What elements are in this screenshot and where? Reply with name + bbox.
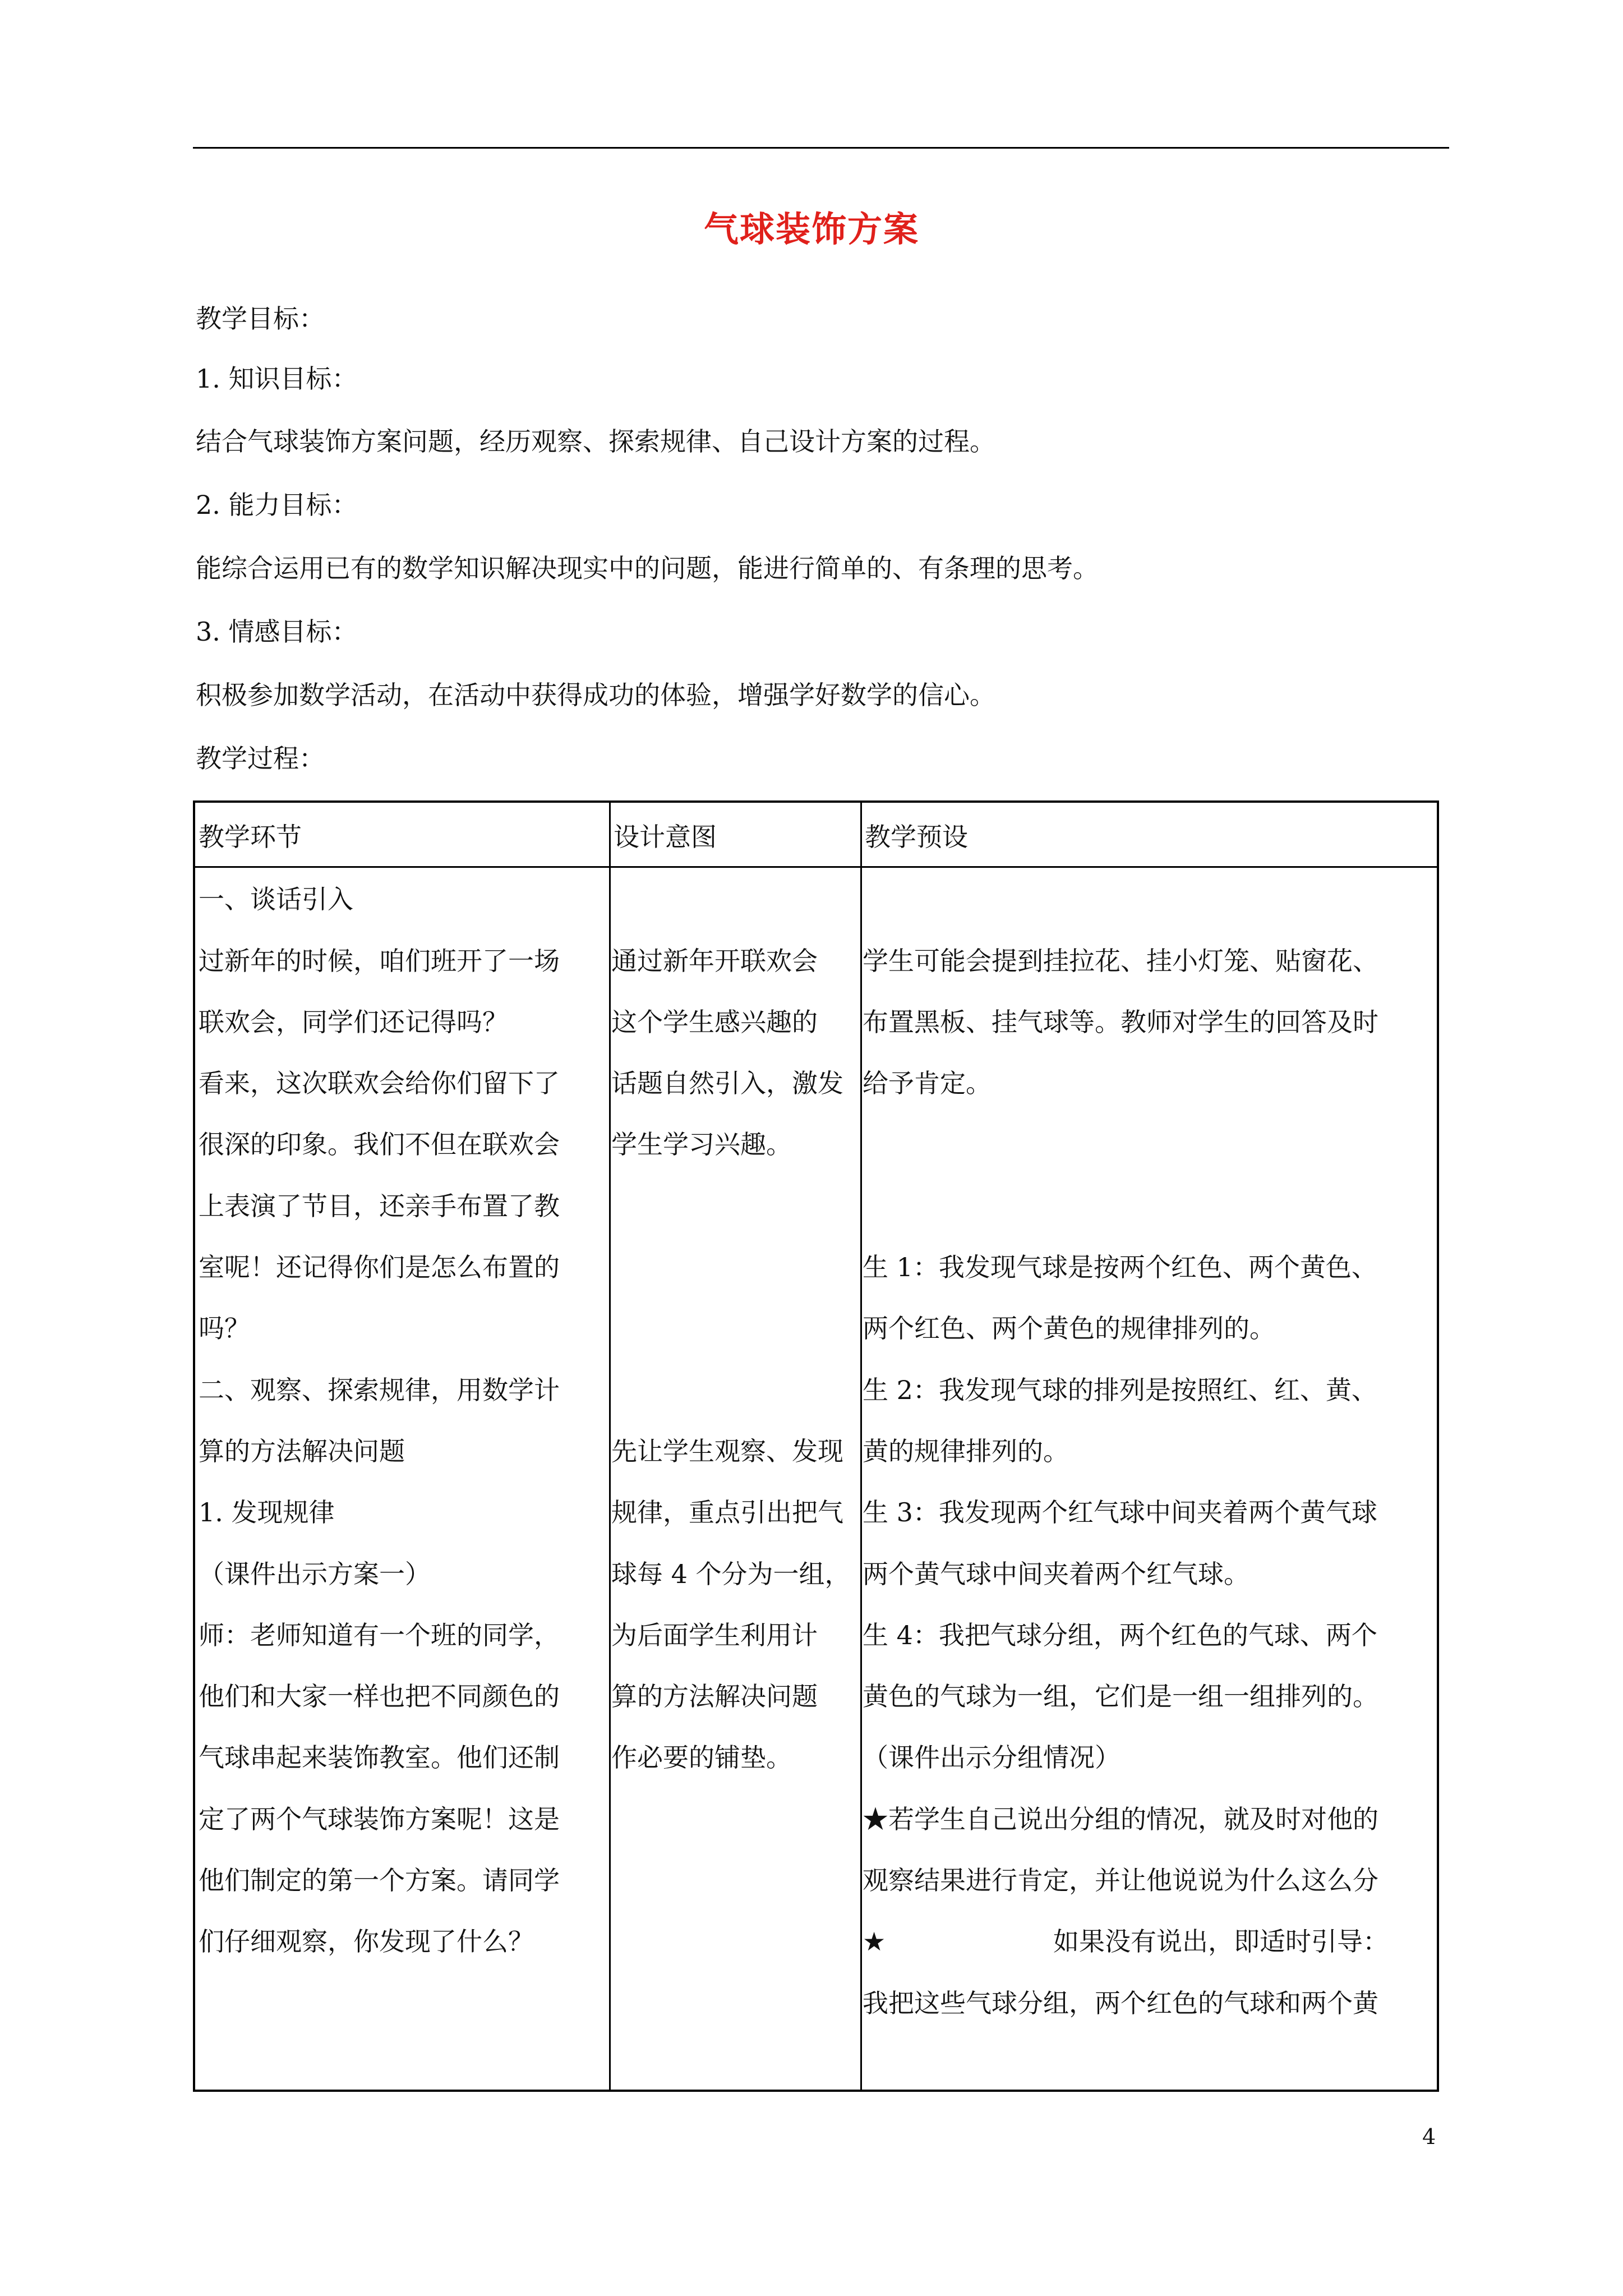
table-line: 如果没有说出，即适时引导： — [1053, 1926, 1389, 1957]
table-line: 通过新年开联欢会 — [611, 946, 818, 976]
table-line: 为后面学生利用计 — [611, 1620, 818, 1650]
table-line: 布置黑板、挂气球等。教师对学生的回答及时 — [863, 1007, 1378, 1037]
table-line: 看来，这次联欢会给你们留下了 — [199, 1068, 560, 1098]
header-rule — [193, 147, 1449, 149]
table-line: 联欢会，同学们还记得吗？ — [199, 1007, 508, 1037]
table-line: 室呢！还记得你们是怎么布置的 — [199, 1252, 560, 1282]
paragraph-emotion-text: 积极参加数学活动，在活动中获得成功的体验，增强学好数学的信心。 — [196, 680, 995, 710]
table-line: （课件出示方案一） — [199, 1559, 431, 1589]
table-line: 他们和大家一样也把不同颜色的 — [199, 1681, 560, 1711]
paragraph-teaching-goals: 教学目标： — [196, 303, 325, 334]
page-number: 4 — [1422, 2124, 1436, 2149]
table-line: 上表演了节目，还亲手布置了教 — [199, 1191, 560, 1221]
table-header-divider — [195, 866, 1437, 868]
table-line: 二、观察、探索规律，用数学计 — [199, 1375, 560, 1405]
table-col-divider-2 — [860, 803, 862, 2090]
table-header-intent: 设计意图 — [614, 822, 717, 852]
table-line: 生 1：我发现气球是按两个红色、两个黄色、 — [863, 1252, 1377, 1282]
table-line: 气球串起来装饰教室。他们还制 — [199, 1742, 560, 1773]
table-line: 观察结果进行肯定，并让他说说为什么这么分 — [863, 1865, 1378, 1895]
table-line: 两个红色、两个黄色的规律排列的。 — [863, 1313, 1275, 1343]
table-line: 球每 4 个分为一组， — [611, 1559, 851, 1589]
table-line: 吗？ — [199, 1313, 250, 1343]
table-line: 黄的规律排列的。 — [863, 1436, 1069, 1466]
table-line: 学生学习兴趣。 — [611, 1129, 792, 1159]
table-line: 生 3：我发现两个红气球中间夹着两个黄气球 — [863, 1497, 1377, 1527]
paragraph-ability-text: 能综合运用已有的数学知识解决现实中的问题，能进行简单的、有条理的思考。 — [196, 553, 1099, 583]
paragraph-teaching-process: 教学过程： — [196, 743, 325, 774]
table-line: 作必要的铺垫。 — [611, 1742, 792, 1773]
table-line: 很深的印象。我们不但在联欢会 — [199, 1129, 560, 1159]
table-header-stage: 教学环节 — [199, 822, 302, 852]
table-line: 定了两个气球装饰方案呢！这是 — [199, 1804, 560, 1834]
table-line: 学生可能会提到挂拉花、挂小灯笼、贴窗花、 — [863, 946, 1378, 976]
table-line: 一、谈话引入 — [199, 884, 353, 914]
table-line: 生 4：我把气球分组，两个红色的气球、两个 — [863, 1620, 1377, 1650]
paragraph-knowledge-goal: 1. 知识目标： — [196, 364, 358, 394]
teaching-process-table — [193, 800, 1439, 2092]
table-line: ★ — [863, 1926, 886, 1957]
page-title: 气球装饰方案 — [703, 209, 919, 250]
table-line: 话题自然引入，激发 — [611, 1068, 843, 1098]
table-line: （课件出示分组情况） — [863, 1742, 1121, 1773]
table-line: 黄色的气球为一组，它们是一组一组排列的。 — [863, 1681, 1378, 1711]
table-line: 两个黄气球中间夹着两个红气球。 — [863, 1559, 1249, 1589]
paragraph-emotion-goal: 3. 情感目标： — [196, 616, 358, 647]
table-line: 1. 发现规律 — [199, 1497, 335, 1527]
table-line: 规律，重点引出把气 — [611, 1497, 843, 1527]
table-line: 他们制定的第一个方案。请同学 — [199, 1865, 560, 1895]
table-line: 给予肯定。 — [863, 1068, 992, 1098]
table-line: ★若学生自己说出分组的情况，就及时对他的 — [863, 1804, 1378, 1834]
table-line: 生 2：我发现气球的排列是按照红、红、黄、 — [863, 1375, 1377, 1405]
table-line: 我把这些气球分组，两个红色的气球和两个黄 — [863, 1988, 1378, 2018]
table-line: 先让学生观察、发现 — [611, 1436, 843, 1466]
table-header-preset: 教学预设 — [865, 822, 968, 852]
table-col-divider-1 — [609, 803, 611, 2090]
table-line: 算的方法解决问题 — [611, 1681, 818, 1711]
paragraph-knowledge-text: 结合气球装饰方案问题，经历观察、探索规律、自己设计方案的过程。 — [196, 426, 995, 457]
table-line: 算的方法解决问题 — [199, 1436, 405, 1466]
paragraph-ability-goal: 2. 能力目标： — [196, 490, 358, 520]
table-line: 们仔细观察，你发现了什么？ — [199, 1926, 534, 1957]
table-line: 这个学生感兴趣的 — [611, 1007, 818, 1037]
table-line: 师：老师知道有一个班的同学， — [199, 1620, 560, 1650]
table-line: 过新年的时候，咱们班开了一场 — [199, 946, 560, 976]
